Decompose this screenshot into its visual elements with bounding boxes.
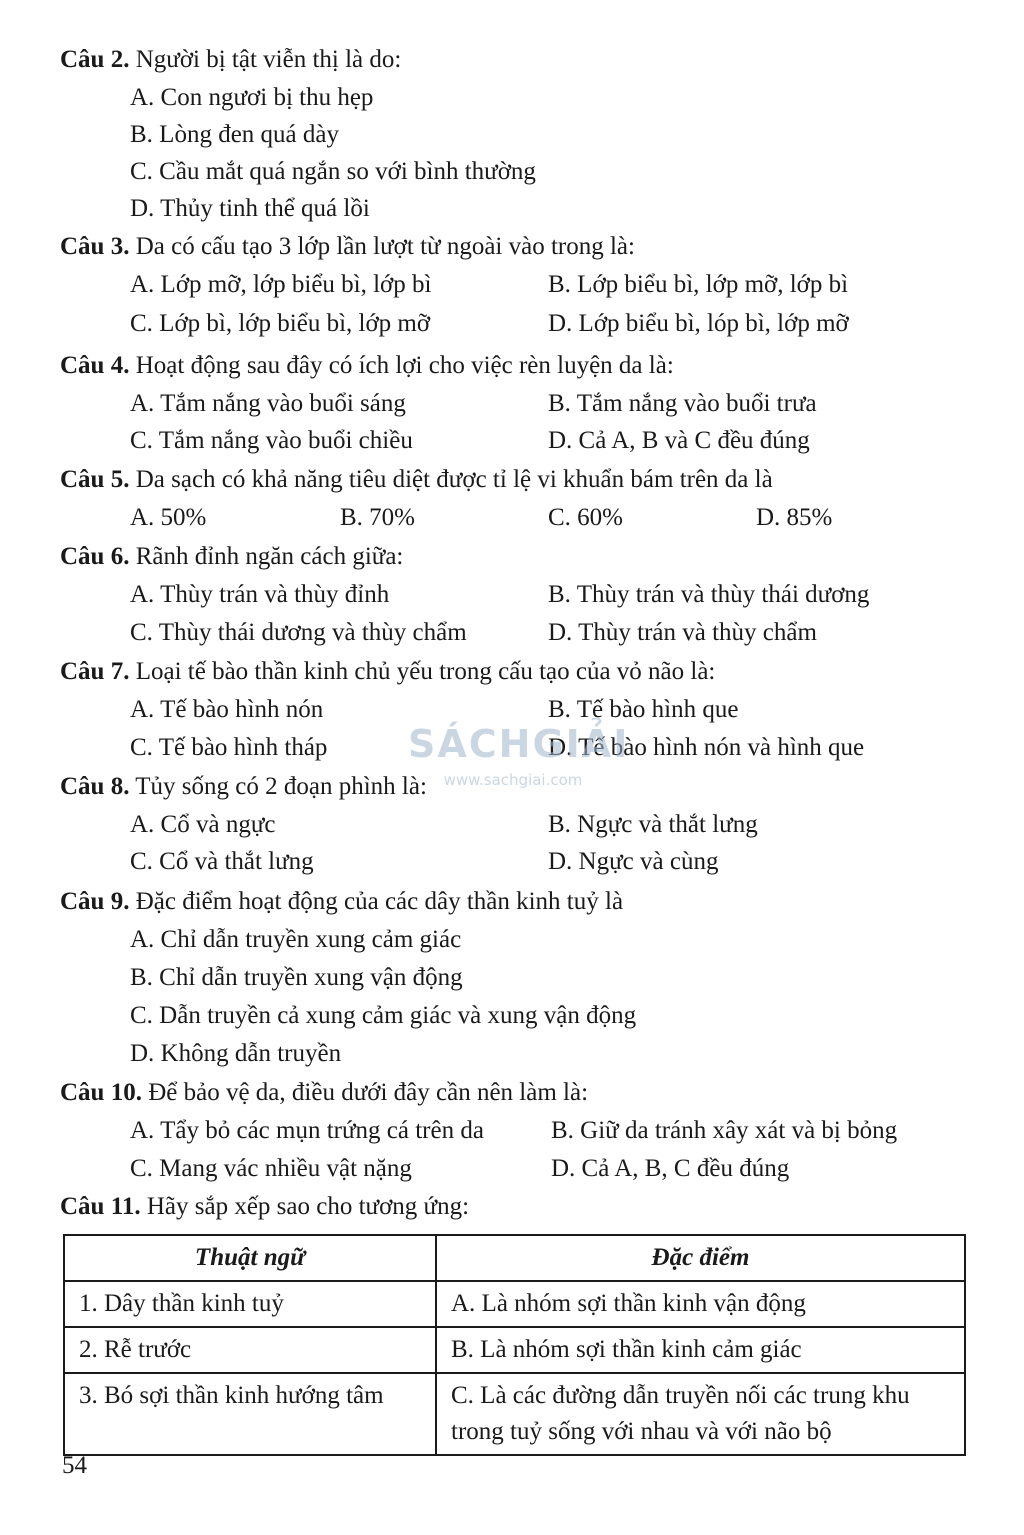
option-b: B. Lòng đen quá dày xyxy=(130,121,339,148)
question-number: Câu 11. xyxy=(60,1193,141,1220)
option-a: A. Lớp mỡ, lớp biểu bì, lớp bì xyxy=(130,271,432,298)
question-text: Da sạch có khả năng tiêu diệt được tỉ lệ vi khuẩn bám trên da là xyxy=(129,466,773,493)
question-text: Để bảo vệ da, điều dưới đây cần nên làm là: xyxy=(141,1079,589,1106)
question-number: Câu 2. xyxy=(60,46,130,73)
option-d: D. Thùy trán và thùy chẩm xyxy=(548,619,817,646)
option-b: B. Lớp biểu bì, lớp mỡ, lớp bì xyxy=(548,271,849,298)
question-text: Tủy sống có 2 đoạn phình là: xyxy=(129,773,427,800)
term-cell: 2. Rễ trước xyxy=(64,1327,436,1373)
table-row xyxy=(64,1327,965,1373)
question-text: Đặc điểm hoạt động của các dây thần kinh tuỷ là xyxy=(129,888,624,915)
question-8 xyxy=(60,773,427,801)
question-number: Câu 7. xyxy=(60,658,130,685)
option-d: D. Tế bào hình nón và hình que xyxy=(548,734,865,761)
option-c: C. Cổ và thắt lưng xyxy=(130,848,314,875)
question-text: Hoạt động sau đây có ích lợi cho việc rèn luyện da là: xyxy=(129,352,674,379)
option-b: B. 70% xyxy=(340,504,415,531)
option-a: A. Thùy trán và thùy đỉnh xyxy=(130,581,390,608)
feature-cell: A. Là nhóm sợi thần kinh vận động xyxy=(436,1281,965,1327)
question-number: Câu 4. xyxy=(60,352,130,379)
table-header-row xyxy=(64,1235,965,1281)
option-b: B. Thùy trán và thùy thái dương xyxy=(548,581,870,608)
question-text: Người bị tật viễn thị là do: xyxy=(129,46,402,73)
option-d: D. Cả A, B, C đều đúng xyxy=(551,1155,790,1182)
option-c: C. Thùy thái dương và thùy chẩm xyxy=(130,619,467,646)
option-a: A. Cổ và ngực xyxy=(130,811,276,838)
question-text: Hãy sắp xếp sao cho tương ứng: xyxy=(140,1193,470,1220)
option-d: D. Ngực và cùng xyxy=(548,848,719,875)
header-term: Thuật ngữ xyxy=(64,1235,436,1281)
table-row xyxy=(64,1281,965,1327)
option-b: B. Giữ da tránh xây xát và bị bỏng xyxy=(551,1117,898,1144)
option-c: C. Mang vác nhiều vật nặng xyxy=(130,1155,412,1182)
question-number: Câu 6. xyxy=(60,543,130,570)
question-9 xyxy=(60,888,623,916)
watermark-url: www.sachgiai.com xyxy=(443,771,583,789)
feature-cell: C. Là các đường dẫn truyền nối các trung khu trong tuỷ sống với nhau và với não bộ xyxy=(436,1373,965,1455)
question-2 xyxy=(60,46,401,74)
question-11 xyxy=(60,1193,469,1221)
option-c: C. Tắm nắng vào buổi chiều xyxy=(130,427,413,454)
option-a: A. Con ngươi bị thu hẹp xyxy=(130,84,374,111)
watermark-brand: SÁCHGIẢI xyxy=(408,722,630,766)
term-cell: 3. Bó sợi thần kinh hướng tâm xyxy=(64,1373,436,1455)
question-text: Da có cấu tạo 3 lớp lần lượt từ ngoài vào trong là: xyxy=(129,233,635,260)
watermark xyxy=(408,718,630,808)
question-3 xyxy=(60,233,635,261)
option-c: C. 60% xyxy=(548,504,623,531)
option-a: A. Tắm nắng vào buổi sáng xyxy=(130,390,406,417)
page-number: 54 xyxy=(62,1452,87,1479)
option-c: C. Tế bào hình tháp xyxy=(130,734,328,761)
question-7 xyxy=(60,658,715,686)
question-5 xyxy=(60,466,773,494)
term-cell: 1. Dây thần kinh tuỷ xyxy=(64,1281,436,1327)
option-b: B. Tắm nắng vào buổi trưa xyxy=(548,390,817,417)
question-6 xyxy=(60,543,403,571)
header-feature: Đặc điểm xyxy=(436,1235,965,1281)
option-a: A. Chỉ dẫn truyền xung cảm giác xyxy=(130,926,462,953)
question-text: Rãnh đỉnh ngăn cách giữa: xyxy=(129,543,404,570)
question-number: Câu 10. xyxy=(60,1079,142,1106)
option-c: C. Cầu mắt quá ngắn so với bình thường xyxy=(130,158,536,185)
option-c: C. Dẫn truyền cả xung cảm giác và xung vận động xyxy=(130,1002,637,1029)
option-a: A. Tẩy bỏ các mụn trứng cá trên da xyxy=(130,1117,484,1144)
option-b: B. Chỉ dẫn truyền xung vận động xyxy=(130,964,463,991)
question-10 xyxy=(60,1079,588,1107)
option-a: A. 50% xyxy=(130,504,207,531)
question-number: Câu 9. xyxy=(60,888,130,915)
question-number: Câu 8. xyxy=(60,773,130,800)
question-4 xyxy=(60,352,674,380)
option-b: B. Ngực và thắt lưng xyxy=(548,811,758,838)
option-d: D. Lớp biểu bì, lóp bì, lớp mỡ xyxy=(548,310,849,337)
matching-table xyxy=(63,1234,966,1456)
option-c: C. Lớp bì, lớp biểu bì, lớp mỡ xyxy=(130,310,431,337)
question-number: Câu 3. xyxy=(60,233,130,260)
option-b: B. Tế bào hình que xyxy=(548,696,739,723)
question-number: Câu 5. xyxy=(60,466,130,493)
feature-cell: B. Là nhóm sợi thần kinh cảm giác xyxy=(436,1327,965,1373)
option-d: D. 85% xyxy=(756,504,833,531)
question-text: Loại tế bào thần kinh chủ yếu trong cấu tạo của vỏ não là: xyxy=(129,658,716,685)
option-d: D. Cả A, B và C đều đúng xyxy=(548,427,810,454)
option-d: D. Thủy tinh thể quá lồi xyxy=(130,195,370,222)
option-a: A. Tế bào hình nón xyxy=(130,696,324,723)
table-row xyxy=(64,1373,965,1455)
option-d: D. Không dẫn truyền xyxy=(130,1040,342,1067)
